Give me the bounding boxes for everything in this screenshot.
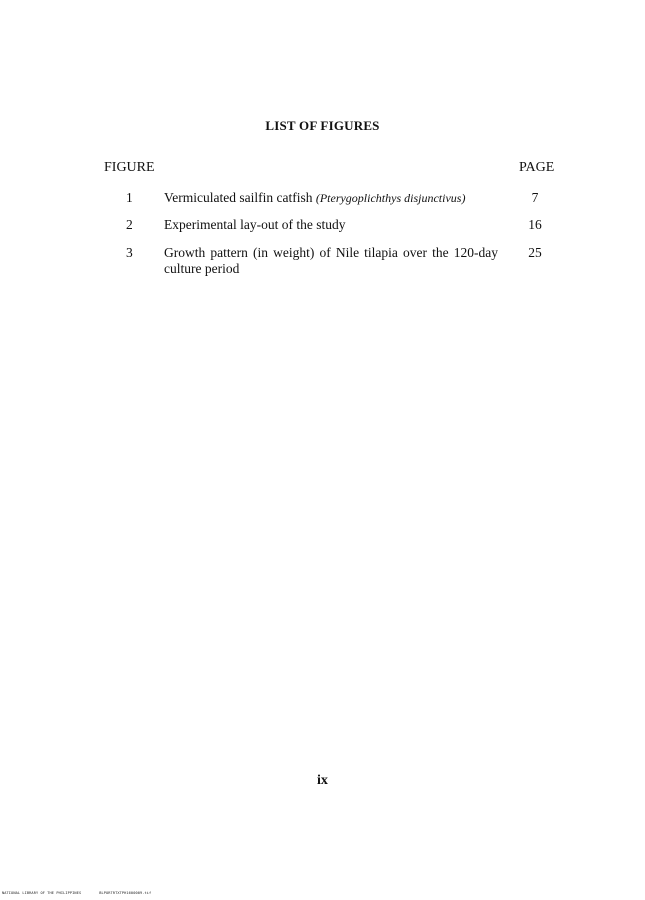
footer-library-name: NATIONAL LIBRARY OF THE PHILIPPINES: [2, 891, 82, 895]
figure-number: 2: [126, 217, 133, 232]
figure-title-scientific-name: (Pterygoplichthys disjunctivus): [315, 191, 466, 205]
figure-page-number: 25: [528, 245, 542, 260]
column-header-page: PAGE: [519, 160, 555, 175]
figure-page-number: 16: [528, 217, 542, 232]
figure-page-number: 7: [531, 190, 539, 205]
figure-title: [164, 245, 498, 277]
figure-title-text: Experimental lay-out of the study: [164, 217, 346, 232]
page-number: ix: [317, 773, 328, 788]
page-title: LIST OF FIGURES: [265, 118, 380, 133]
figure-title-text: Growth pattern (in weight) of Nile tilapia over the 120-day culture period: [164, 245, 498, 276]
footer-file-name: BLPORTRTXTPH1600009.tif: [99, 891, 152, 895]
scan-footer: [2, 891, 151, 895]
figure-title: [164, 217, 498, 233]
column-header-figure: FIGURE: [104, 160, 155, 175]
figure-number: 3: [126, 245, 133, 260]
figure-title-text: Vermiculated sailfin catfish: [164, 190, 316, 205]
figure-title: [164, 190, 498, 206]
figure-number: 1: [126, 190, 133, 205]
